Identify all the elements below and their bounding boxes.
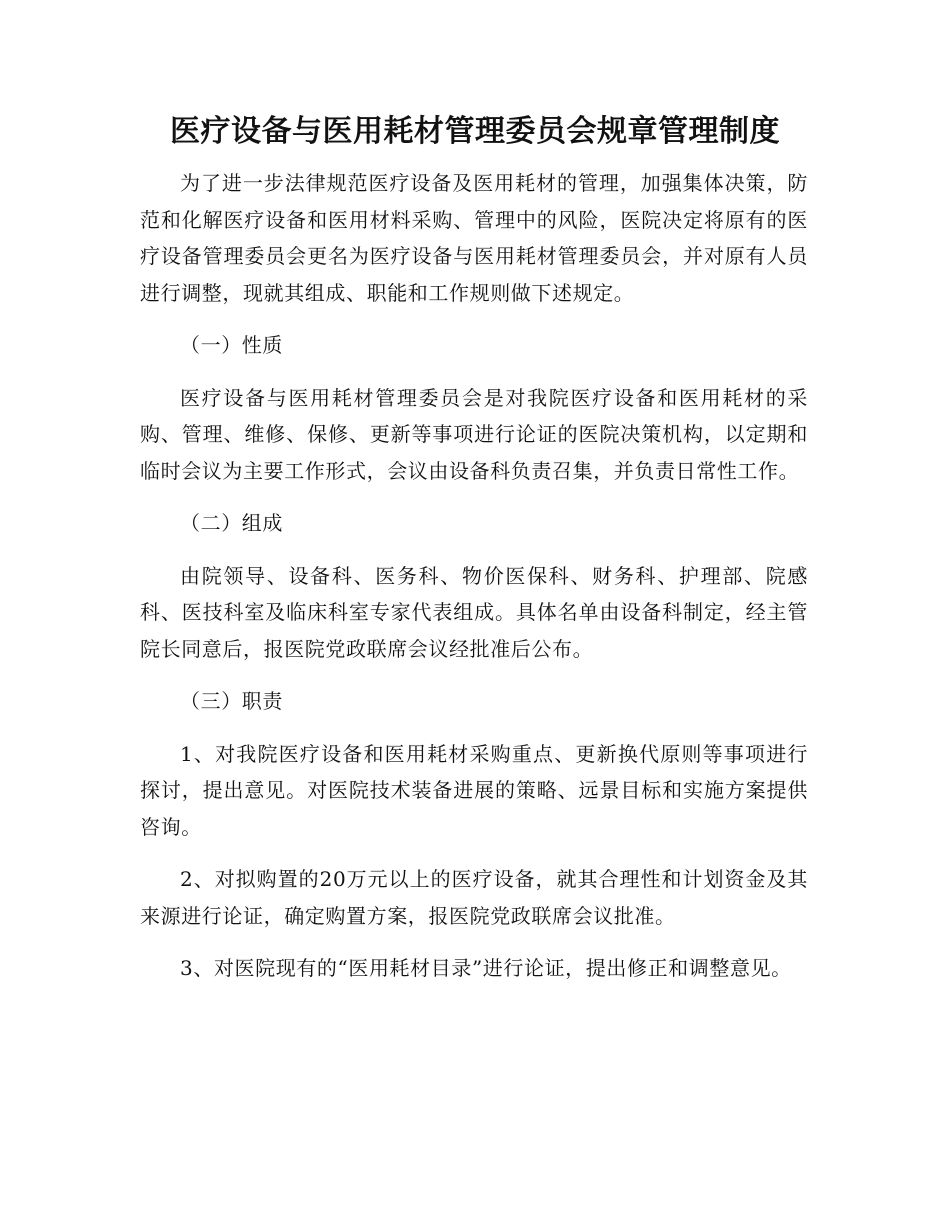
intro-paragraph: 为了进一步法律规范医疗设备及医用耗材的管理，加强集体决策，防范和化解医疗设备和医用材料采购、管理中的风险，医院决定将原有的医疗设备管理委员会更名为医疗设备与医用耗材管理委员会，并对原有人员进行调整，现就其组成、职能和工作规则做下述规定。	[140, 171, 808, 305]
section-heading-composition: （二）组成	[180, 511, 283, 535]
duty-item-3: 3、对医院现有的“医用耗材目录”进行论证，提出修正和调整意见。	[180, 956, 792, 980]
duty-item-1: 1、对我院医疗设备和医用耗材采购重点、更新换代原则等事项进行探讨，提出意见。对医院技术装备进展的策略、远景目标和实施方案提供咨询。	[140, 741, 808, 839]
duty-item-2: 2、对拟购置的20万元以上的医疗设备，就其合理性和计划资金及其来源进行论证，确定购置方案，报医院党政联席会议批准。	[140, 867, 808, 928]
nature-paragraph: 医疗设备与医用耗材管理委员会是对我院医疗设备和医用耗材的采购、管理、维修、保修、更新等事项进行论证的医院决策机构，以定期和临时会议为主要工作形式，会议由设备科负责召集，并负责日常性工作。	[140, 385, 808, 483]
section-heading-nature: （一）性质	[180, 333, 283, 357]
document-title: 医疗设备与医用耗材管理委员会规章管理制度	[170, 114, 780, 149]
document-body	[140, 165, 808, 987]
composition-paragraph: 由院领导、设备科、医务科、物价医保科、财务科、护理部、院感科、医技科室及临床科室专家代表组成。具体名单由设备科制定，经主管院长同意后，报医院党政联席会议经批准后公布。	[140, 563, 808, 661]
section-heading-duties: （三）职责	[180, 689, 283, 713]
